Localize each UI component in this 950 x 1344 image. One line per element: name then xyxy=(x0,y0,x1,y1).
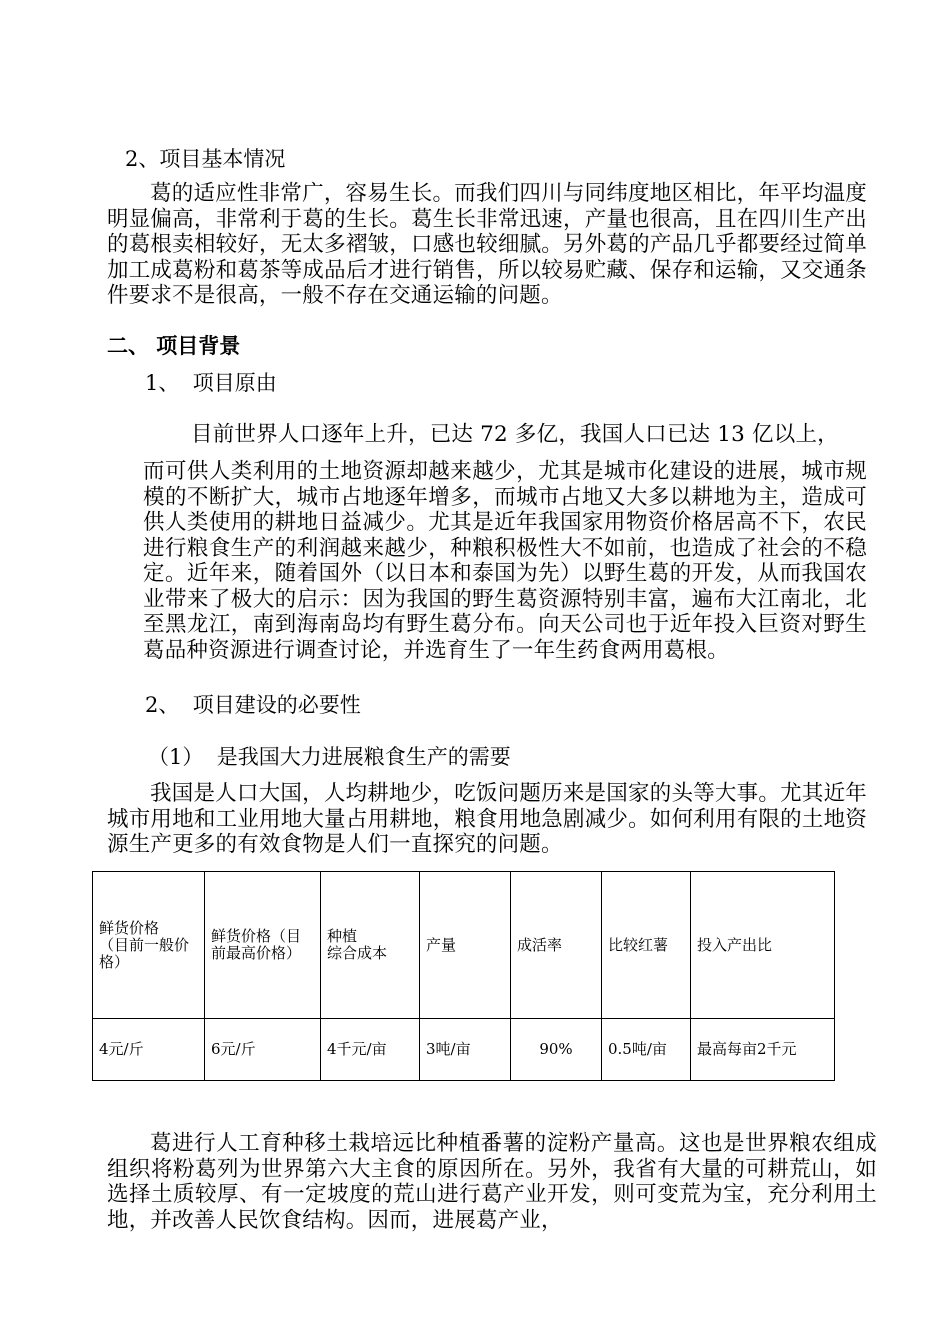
paragraph-kudzu-industry: 葛进行人工育种移土栽培远比种植番薯的淀粉产量高。这也是世界粮农组成组织将粉葛列为世界第六大主食的原因所在。另外，我省有大量的可耕荒山，如选择土质较厚、有一定坡度的荒山进行葛产业开发，则可变荒为宝，充分利用土地，并改善人民饮食结构。因而，进展葛产业， xyxy=(107,1131,877,1233)
header-cell-input-output-ratio: 投入产出比 xyxy=(691,872,835,1019)
table-cell: 3吨/亩 xyxy=(420,1019,511,1081)
subsection-heading-necessity: 2、 项目建设的必要性 xyxy=(145,693,361,717)
section-heading-basic-situation: 2、项目基本情况 xyxy=(125,147,286,171)
table-cell: 最高每亩2千元 xyxy=(691,1019,835,1081)
table-row xyxy=(93,1019,835,1081)
header-cell-yield: 产量 xyxy=(420,872,511,1019)
header-cell-compare-sweet-potato: 比较红薯 xyxy=(602,872,691,1019)
subsection-heading-grain-production: （1） 是我国大力进展粮食生产的需要 xyxy=(148,745,511,769)
table-cell: 6元/斤 xyxy=(205,1019,321,1081)
header-cell-survival-rate: 成活率 xyxy=(511,872,602,1019)
paragraph-project-reason: 而可供人类利用的土地资源却越来越少，尤其是城市化建设的进展，城市规模的不断扩大，城市占地逐年增多，而城市占地又大多以耕地为主，造成可供人类使用的耕地日益减少。尤其是近年我国家用物资价格居高不下，农民进行粮食生产的利润越来越少，种粮积极性大不如前，也造成了社会的不稳定。近年来，随着国外（以日本和泰国为先）以野生葛的开发，从而我国农业带来了极大的启示：因为我国的野生葛资源特别丰富，遍布大江南北，北至黑龙江，南到海南岛均有野生葛分布。向天公司也于近年投入巨资对野生葛品种资源进行调查讨论，并选育生了一年生药食两用葛根。 xyxy=(143,459,867,663)
table-cell: 0.5吨/亩 xyxy=(602,1019,691,1081)
header-cell-fresh-price-highest: 鲜货价格（目前最高价格） xyxy=(205,872,321,1019)
header-cell-planting-cost: 种植 综合成本 xyxy=(321,872,420,1019)
table-cell: 4千元/亩 xyxy=(321,1019,420,1081)
cost-benefit-table xyxy=(92,871,835,1081)
table-header-row xyxy=(93,872,835,1019)
section-heading-project-background: 二、 项目背景 xyxy=(107,333,241,358)
paragraph-reason-first-line: 目前世界人口逐年上升，已达 72 多亿，我国人口已达 13 亿以上， xyxy=(191,422,839,447)
table-cell: 4元/斤 xyxy=(93,1019,205,1081)
paragraph-grain-production: 我国是人口大国，人均耕地少，吃饭问题历来是国家的头等大事。尤其近年城市用地和工业用地大量占用耕地，粮食用地急剧减少。如何利用有限的土地资源生产更多的有效食物是人们一直探究的问题。 xyxy=(107,781,867,857)
header-cell-fresh-price-general: 鲜货价格 （目前一般价格） xyxy=(93,872,205,1019)
table-cell: 90% xyxy=(511,1019,602,1081)
subsection-heading-project-reason: 1、 项目原由 xyxy=(145,371,277,395)
paragraph-basic-situation: 葛的适应性非常广，容易生长。而我们四川与同纬度地区相比，年平均温度明显偏高，非常利于葛的生长。葛生长非常迅速，产量也很高，且在四川生产出的葛根卖相较好，无太多褶皱，口感也较细腻。另外葛的产品几乎都要经过简单加工成葛粉和葛茶等成品后才进行销售，所以较易贮藏、保存和运输，又交通条件要求不是很高，一般不存在交通运输的问题。 xyxy=(107,181,867,308)
